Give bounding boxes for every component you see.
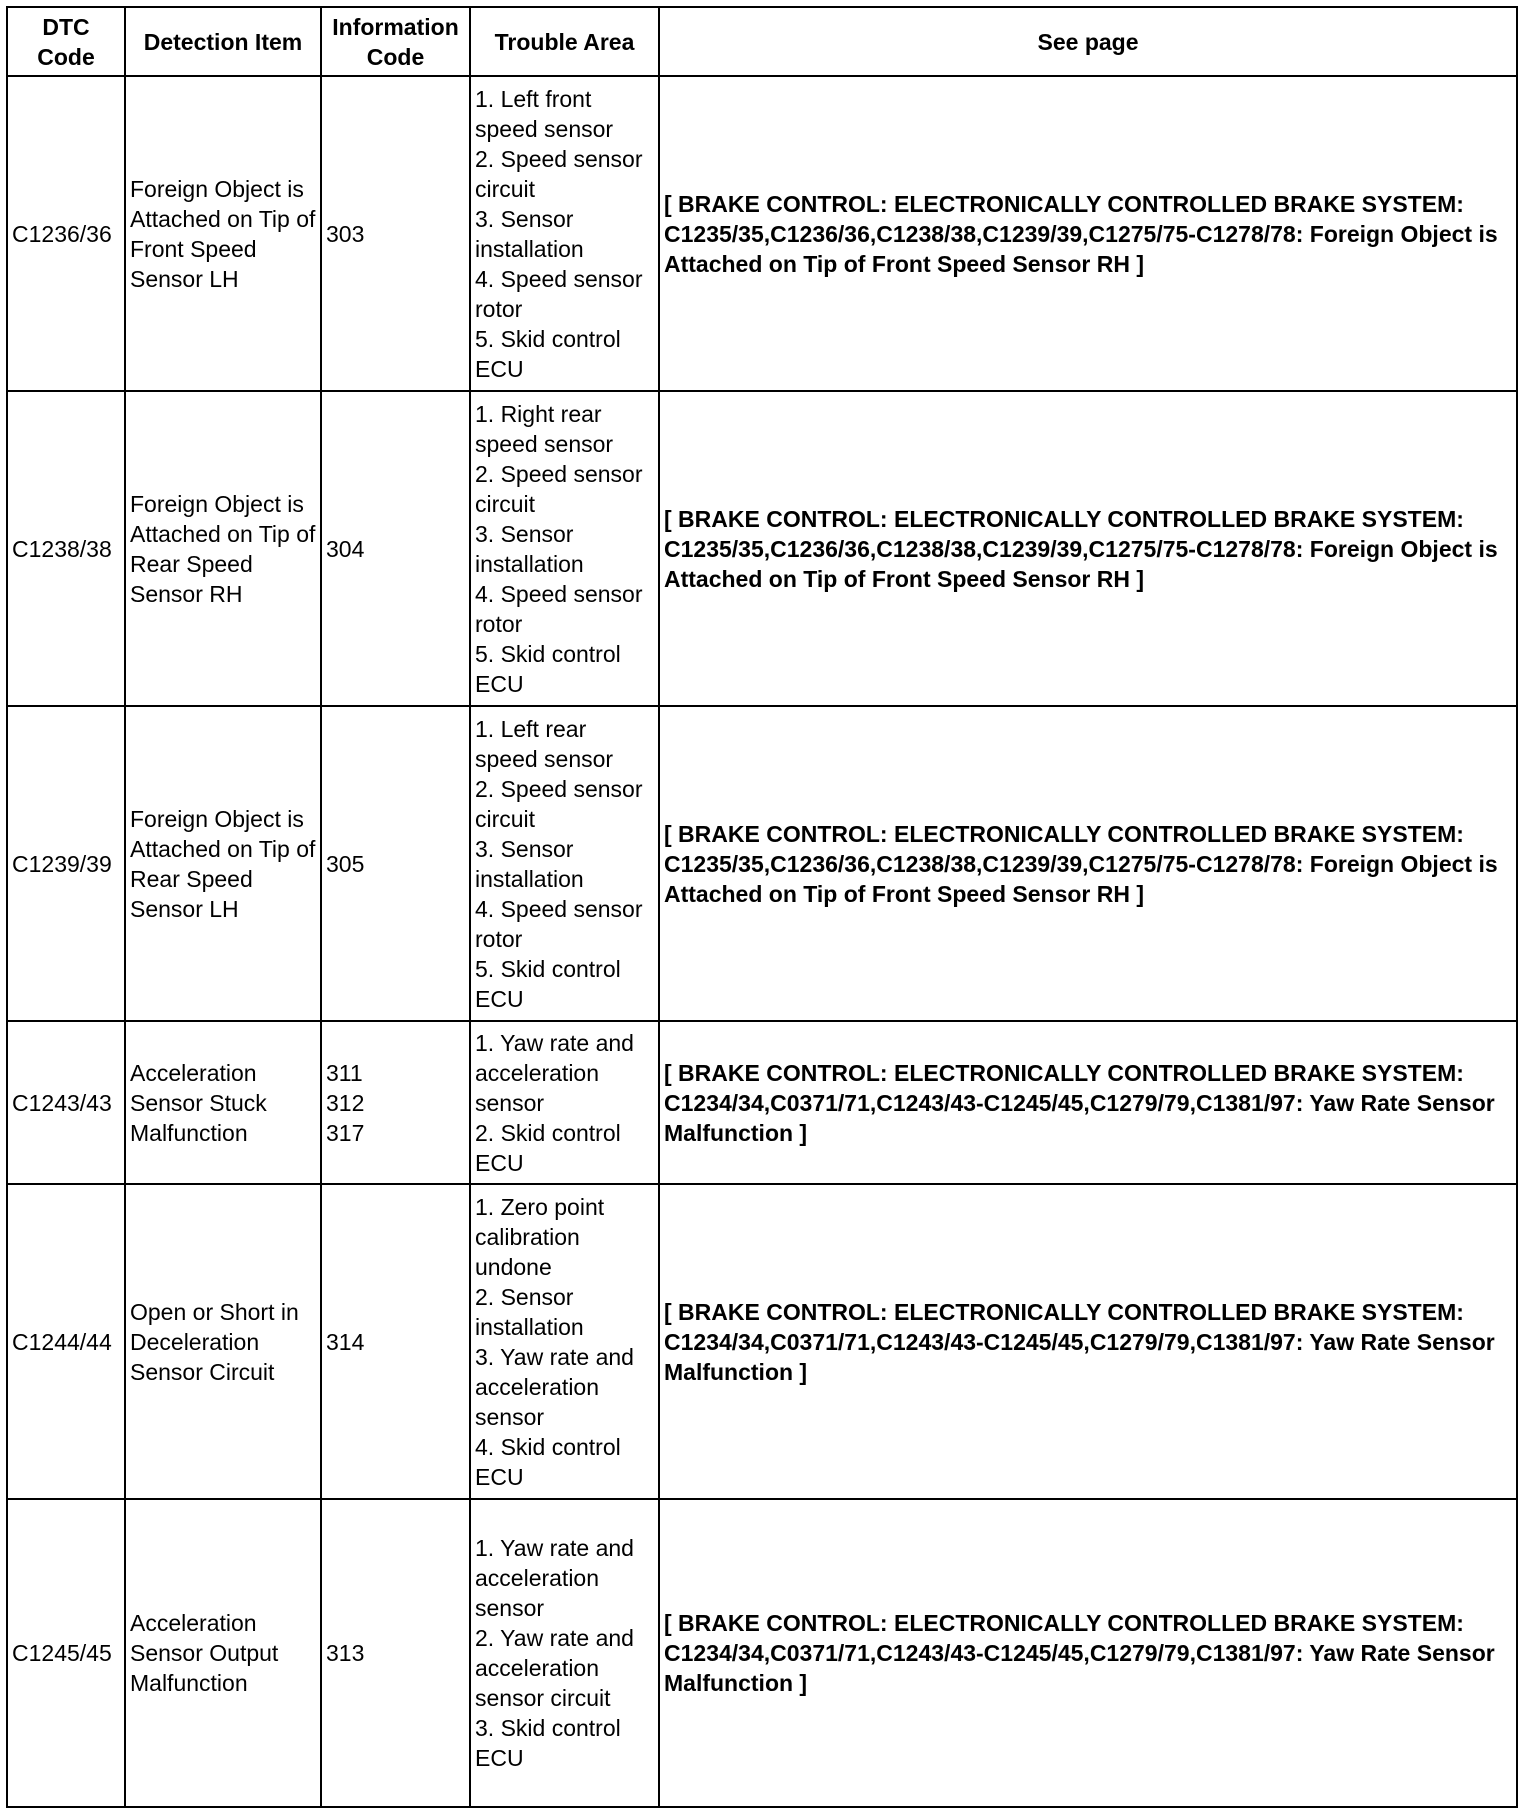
information-code-cell (321, 391, 470, 706)
dtc-table-page (6, 6, 1516, 1808)
information-code: 314 (326, 1328, 365, 1355)
information-code: 312 (326, 1089, 365, 1116)
information-code: 305 (326, 850, 365, 877)
information-code: 313 (326, 1640, 365, 1666)
trouble-area-item: 5. Skid control ECU (475, 640, 621, 697)
trouble-area-cell (470, 1499, 659, 1807)
trouble-area-cell (470, 706, 659, 1021)
dtc-code-cell: C1245/45 (7, 1499, 125, 1807)
detection-item-cell: Foreign Object is Attached on Tip of Front Speed Sensor LH (125, 76, 321, 391)
trouble-area-item: 3. Skid control ECU (475, 1715, 621, 1771)
header-row (7, 7, 1517, 76)
trouble-area-cell (470, 1184, 659, 1499)
trouble-area-item: 2. Speed sensor circuit (475, 775, 643, 832)
trouble-area-item: 2. Skid control ECU (475, 1119, 621, 1176)
trouble-area-item: 1. Left front speed sensor (475, 85, 614, 142)
table-row (7, 1021, 1517, 1184)
see-page-link[interactable]: [ BRAKE CONTROL: ELECTRONICALLY CONTROLLED BRAKE SYSTEM: C1234/34,C0371/71,C1243/43-C1245/45,C1279/79,C1381/97: Yaw Rate Sensor Malfunction ] (659, 1184, 1517, 1499)
trouble-area-item: 3. Sensor installation (475, 835, 584, 892)
table-row (7, 76, 1517, 391)
see-page-link[interactable]: [ BRAKE CONTROL: ELECTRONICALLY CONTROLLED BRAKE SYSTEM: C1235/35,C1236/36,C1238/38,C1239/39,C1275/75-C1278/78: Foreign Object is Attached on Tip of Front Speed Sensor RH ] (659, 76, 1517, 391)
header-see-page: See page (659, 7, 1517, 76)
trouble-area-item: 1. Right rear speed sensor (475, 400, 614, 457)
dtc-table (6, 6, 1518, 1808)
detection-item-cell: Acceleration Sensor Output Malfunction (125, 1499, 321, 1807)
detection-item-cell: Foreign Object is Attached on Tip of Rear Speed Sensor RH (125, 391, 321, 706)
trouble-area-cell (470, 76, 659, 391)
trouble-area-item: 4. Speed sensor rotor (475, 895, 643, 952)
trouble-area-item: 2. Speed sensor circuit (475, 460, 643, 517)
trouble-area-item: 4. Skid control ECU (475, 1433, 621, 1490)
trouble-area-item: 3. Sensor installation (475, 520, 584, 577)
information-code-cell (321, 706, 470, 1021)
detection-item-cell: Acceleration Sensor Stuck Malfunction (125, 1021, 321, 1184)
header-dtc-code: DTC Code (7, 7, 125, 76)
dtc-code-cell: C1239/39 (7, 706, 125, 1021)
see-page-link[interactable]: [ BRAKE CONTROL: ELECTRONICALLY CONTROLLED BRAKE SYSTEM: C1235/35,C1236/36,C1238/38,C1239/39,C1275/75-C1278/78: Foreign Object is Attached on Tip of Front Speed Sensor RH ] (659, 706, 1517, 1021)
trouble-area-item: 2. Yaw rate and acceleration sensor circuit (475, 1625, 634, 1711)
trouble-area-item: 1. Yaw rate and acceleration sensor (475, 1535, 634, 1621)
see-page-link[interactable]: [ BRAKE CONTROL: ELECTRONICALLY CONTROLLED BRAKE SYSTEM: C1234/34,C0371/71,C1243/43-C1245/45,C1279/79,C1381/97: Yaw Rate Sensor Malfunction ] (659, 1499, 1517, 1807)
see-page-link[interactable]: [ BRAKE CONTROL: ELECTRONICALLY CONTROLLED BRAKE SYSTEM: C1234/34,C0371/71,C1243/43-C1245/45,C1279/79,C1381/97: Yaw Rate Sensor Malfunction ] (659, 1021, 1517, 1184)
dtc-code-cell: C1243/43 (7, 1021, 125, 1184)
information-code: 311 (326, 1059, 363, 1086)
information-code-cell (321, 1021, 470, 1184)
see-page-link[interactable]: [ BRAKE CONTROL: ELECTRONICALLY CONTROLLED BRAKE SYSTEM: C1235/35,C1236/36,C1238/38,C1239/39,C1275/75-C1278/78: Foreign Object is Attached on Tip of Front Speed Sensor RH ] (659, 391, 1517, 706)
information-code: 303 (326, 220, 365, 247)
header-trouble-area: Trouble Area (470, 7, 659, 76)
trouble-area-item: 3. Yaw rate and acceleration sensor (475, 1343, 634, 1430)
trouble-area-item: 5. Skid control ECU (475, 325, 621, 382)
trouble-area-item: 2. Speed sensor circuit (475, 145, 643, 202)
table-row (7, 706, 1517, 1021)
dtc-code-cell: C1236/36 (7, 76, 125, 391)
information-code: 317 (326, 1119, 365, 1146)
dtc-code-cell: C1244/44 (7, 1184, 125, 1499)
dtc-code-cell: C1238/38 (7, 391, 125, 706)
information-code-cell (321, 76, 470, 391)
trouble-area-item: 1. Left rear speed sensor (475, 715, 614, 772)
trouble-area-cell (470, 391, 659, 706)
trouble-area-item: 1. Yaw rate and acceleration sensor (475, 1029, 634, 1116)
trouble-area-item: 2. Sensor installation (475, 1283, 584, 1340)
trouble-area-item: 5. Skid control ECU (475, 955, 621, 1012)
table-row (7, 1184, 1517, 1499)
detection-item-cell: Foreign Object is Attached on Tip of Rear Speed Sensor LH (125, 706, 321, 1021)
information-code-cell (321, 1184, 470, 1499)
information-code: 304 (326, 535, 365, 562)
trouble-area-cell (470, 1021, 659, 1184)
trouble-area-item: 4. Speed sensor rotor (475, 580, 643, 637)
table-row (7, 1499, 1517, 1807)
trouble-area-item: 1. Zero point calibration undone (475, 1193, 605, 1280)
detection-item-cell: Open or Short in Deceleration Sensor Circuit (125, 1184, 321, 1499)
header-detection-item: Detection Item (125, 7, 321, 76)
header-information-code: Information Code (321, 7, 470, 76)
table-row (7, 391, 1517, 706)
information-code-cell (321, 1499, 470, 1807)
trouble-area-item: 4. Speed sensor rotor (475, 265, 643, 322)
trouble-area-item: 3. Sensor installation (475, 205, 584, 262)
